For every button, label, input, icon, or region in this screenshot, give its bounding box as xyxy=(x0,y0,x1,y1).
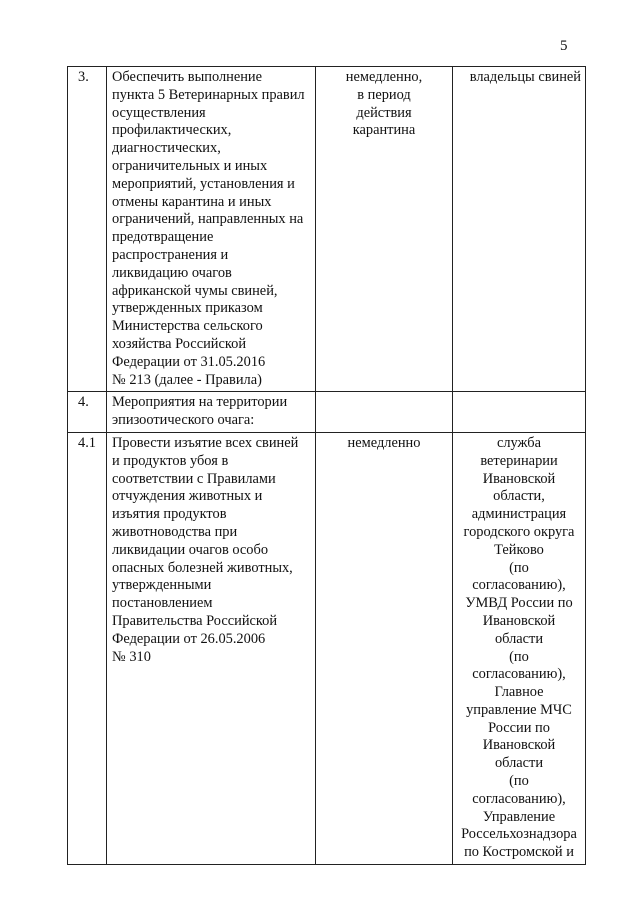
term-cell xyxy=(316,67,453,392)
measure-text: Провести изъятие всех свиней и продуктов убоя в соответствии с Правилами отчуждения животных и изъятия продуктов животноводства при ликвидации очагов особо опасных болезней животных, утвержденными постановлением Правительства Российской Федерации от 26.05.2006 № 310 xyxy=(112,434,299,665)
row-number: 3. xyxy=(78,69,89,85)
responsible-cell xyxy=(453,432,586,864)
responsible-cell xyxy=(453,67,586,392)
responsible-text xyxy=(453,392,585,396)
responsible-text: владельцы свиней xyxy=(469,69,581,85)
measure-cell xyxy=(107,67,316,392)
page-number: 5 xyxy=(560,38,568,54)
row-number: 4.1 xyxy=(78,434,96,451)
row-number-cell xyxy=(68,432,107,864)
term-text xyxy=(316,392,452,396)
table-row xyxy=(68,432,586,864)
responsible-cell xyxy=(453,392,586,433)
measure-cell xyxy=(107,392,316,433)
row-number: 4. xyxy=(78,394,89,411)
term-text: немедленно, в период действия карантина xyxy=(345,69,423,139)
term-text: немедленно xyxy=(347,434,421,451)
term-cell xyxy=(316,392,453,433)
term-cell xyxy=(316,432,453,864)
table-row xyxy=(68,67,586,392)
row-number-cell xyxy=(68,392,107,433)
table-row xyxy=(68,392,586,433)
measure-text: Мероприятия на территории эпизоотического очага: xyxy=(112,394,288,429)
measure-cell xyxy=(107,432,316,864)
measure-text: Обеспечить выполнение пункта 5 Ветеринарных правил осуществления профилактических, диагностических, ограничительных и иных мероприятий, установления и отмены карантина и иных ограничений, направленных на предотвращение распространения и ликвидацию очагов африканской чумы свиней, утвержденных приказом Министерства сельского хозяйства Российской Федерации от 31.05.2016 № 213 (далее - Правила) xyxy=(112,69,305,388)
measures-table xyxy=(67,66,586,865)
responsible-text: служба ветеринарии Ивановской области, администрация городского округа Тейково (по согласованию), УМВД России по Ивановской области (по согласованию), Главное управление МЧС России по Ивановской области (по согласованию), Управление Россельхознадзора по Костромской и xyxy=(461,434,577,861)
row-number-cell xyxy=(68,67,107,392)
